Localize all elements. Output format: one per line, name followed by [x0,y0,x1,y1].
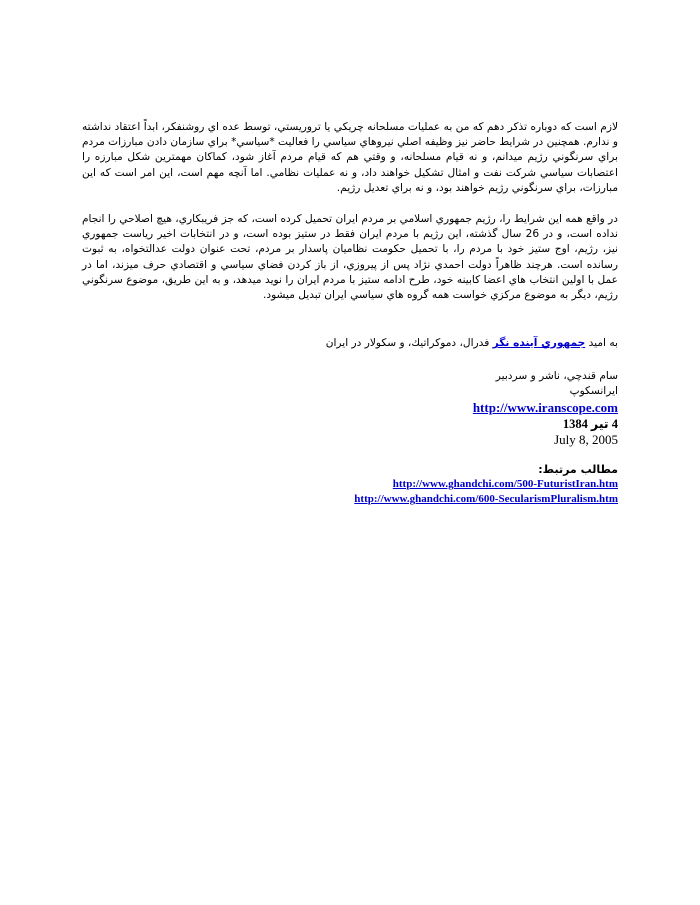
publication-name: ايرانسكوپ [569,385,618,398]
body-paragraph-2: در واقع همه اين شرايط را، رژيم جمهوري اسلامي بر مردم ايران تحميل كرده است، كه جز فريبكاري، هيچ اصلاحي را انجام نداده است، و در 26 سال گذشته، اين رژيم با مردم ايران فقط در ستيز بوده است، و در انتخابات اخير رياست جمهوري نيز، رژيم، اوج ستيز خود با مردم را، با تحميل حكومت نظاميان پاسدار بر مردم، تحت عنوان دولت عدالتخواه، به ثبوت رسانده است. هرچند ظاهراً دولت احمدي نژاد پس از پيروزي، از باز كردن فضاي سياسي و اقتصادي حرف ميزند، اما در عمل با اولين انتخاب هاي اعضا كابينه خود، طرح ادامه ستيز با مردم ايران را نويد ميدهد، و به اين طريق، موضوع سرنگوني رژيم، ديگر به موضوع مركزي خواست همه گروه هاي سياسي ايران تبديل ميشود. [81,213,618,302]
signature-block [82,369,618,448]
future-republic-link[interactable]: جمهوري آينده نگر [492,337,586,350]
closing-suffix: فدرال، دموكراتيك، و سكولار در ايران [325,337,490,350]
body-paragraph-1: لازم است كه دوباره تذكر دهم كه من به عمليات مسلحانه چريكي يا تروريستي، توسط عده اي روشنفكر، ابداً اعتقاد نداشته و ندارم. همچنين در شرايط حاضر نيز وظيفه اصلي نيروهاي سياسي را فعاليت *سياسي* براي سازمان دادن مبارزات مردم براي سرنگوني رژيم ميدانم، و نه قيام مسلحانه، و وقتي هم كه قيام مردم آغاز شود، كماكان مهمترين شكل مبارزه را اعتصابات سياسي شركت نفت و امثال تشكيل خواهند داد، و نه عمليات نظامي. اما آنچه مهم است، اين امر است كه اين مبارزات، براي سرنگوني رژيم خواهند بود، و نه براي تعديل رژيم. [82,121,618,194]
date-persian: 4 تير 1384 [562,417,618,432]
related-title: مطالب مرتبط: [538,463,618,477]
related-link-futurist-iran[interactable]: http://www.ghandchi.com/500-FuturistIran.htm [392,478,618,491]
related-articles [82,462,618,507]
closing-prefix: به اميد [588,337,618,350]
related-link-secularism-pluralism[interactable]: http://www.ghandchi.com/600-SecularismPluralism.htm [354,493,618,506]
iranscope-link[interactable]: http://www.iranscope.com [472,400,618,416]
closing-line [82,336,618,351]
author-name: سام قندچي، ناشر و سردبير [495,370,618,383]
date-english: July 8, 2005 [554,432,618,448]
document-page [82,120,618,507]
